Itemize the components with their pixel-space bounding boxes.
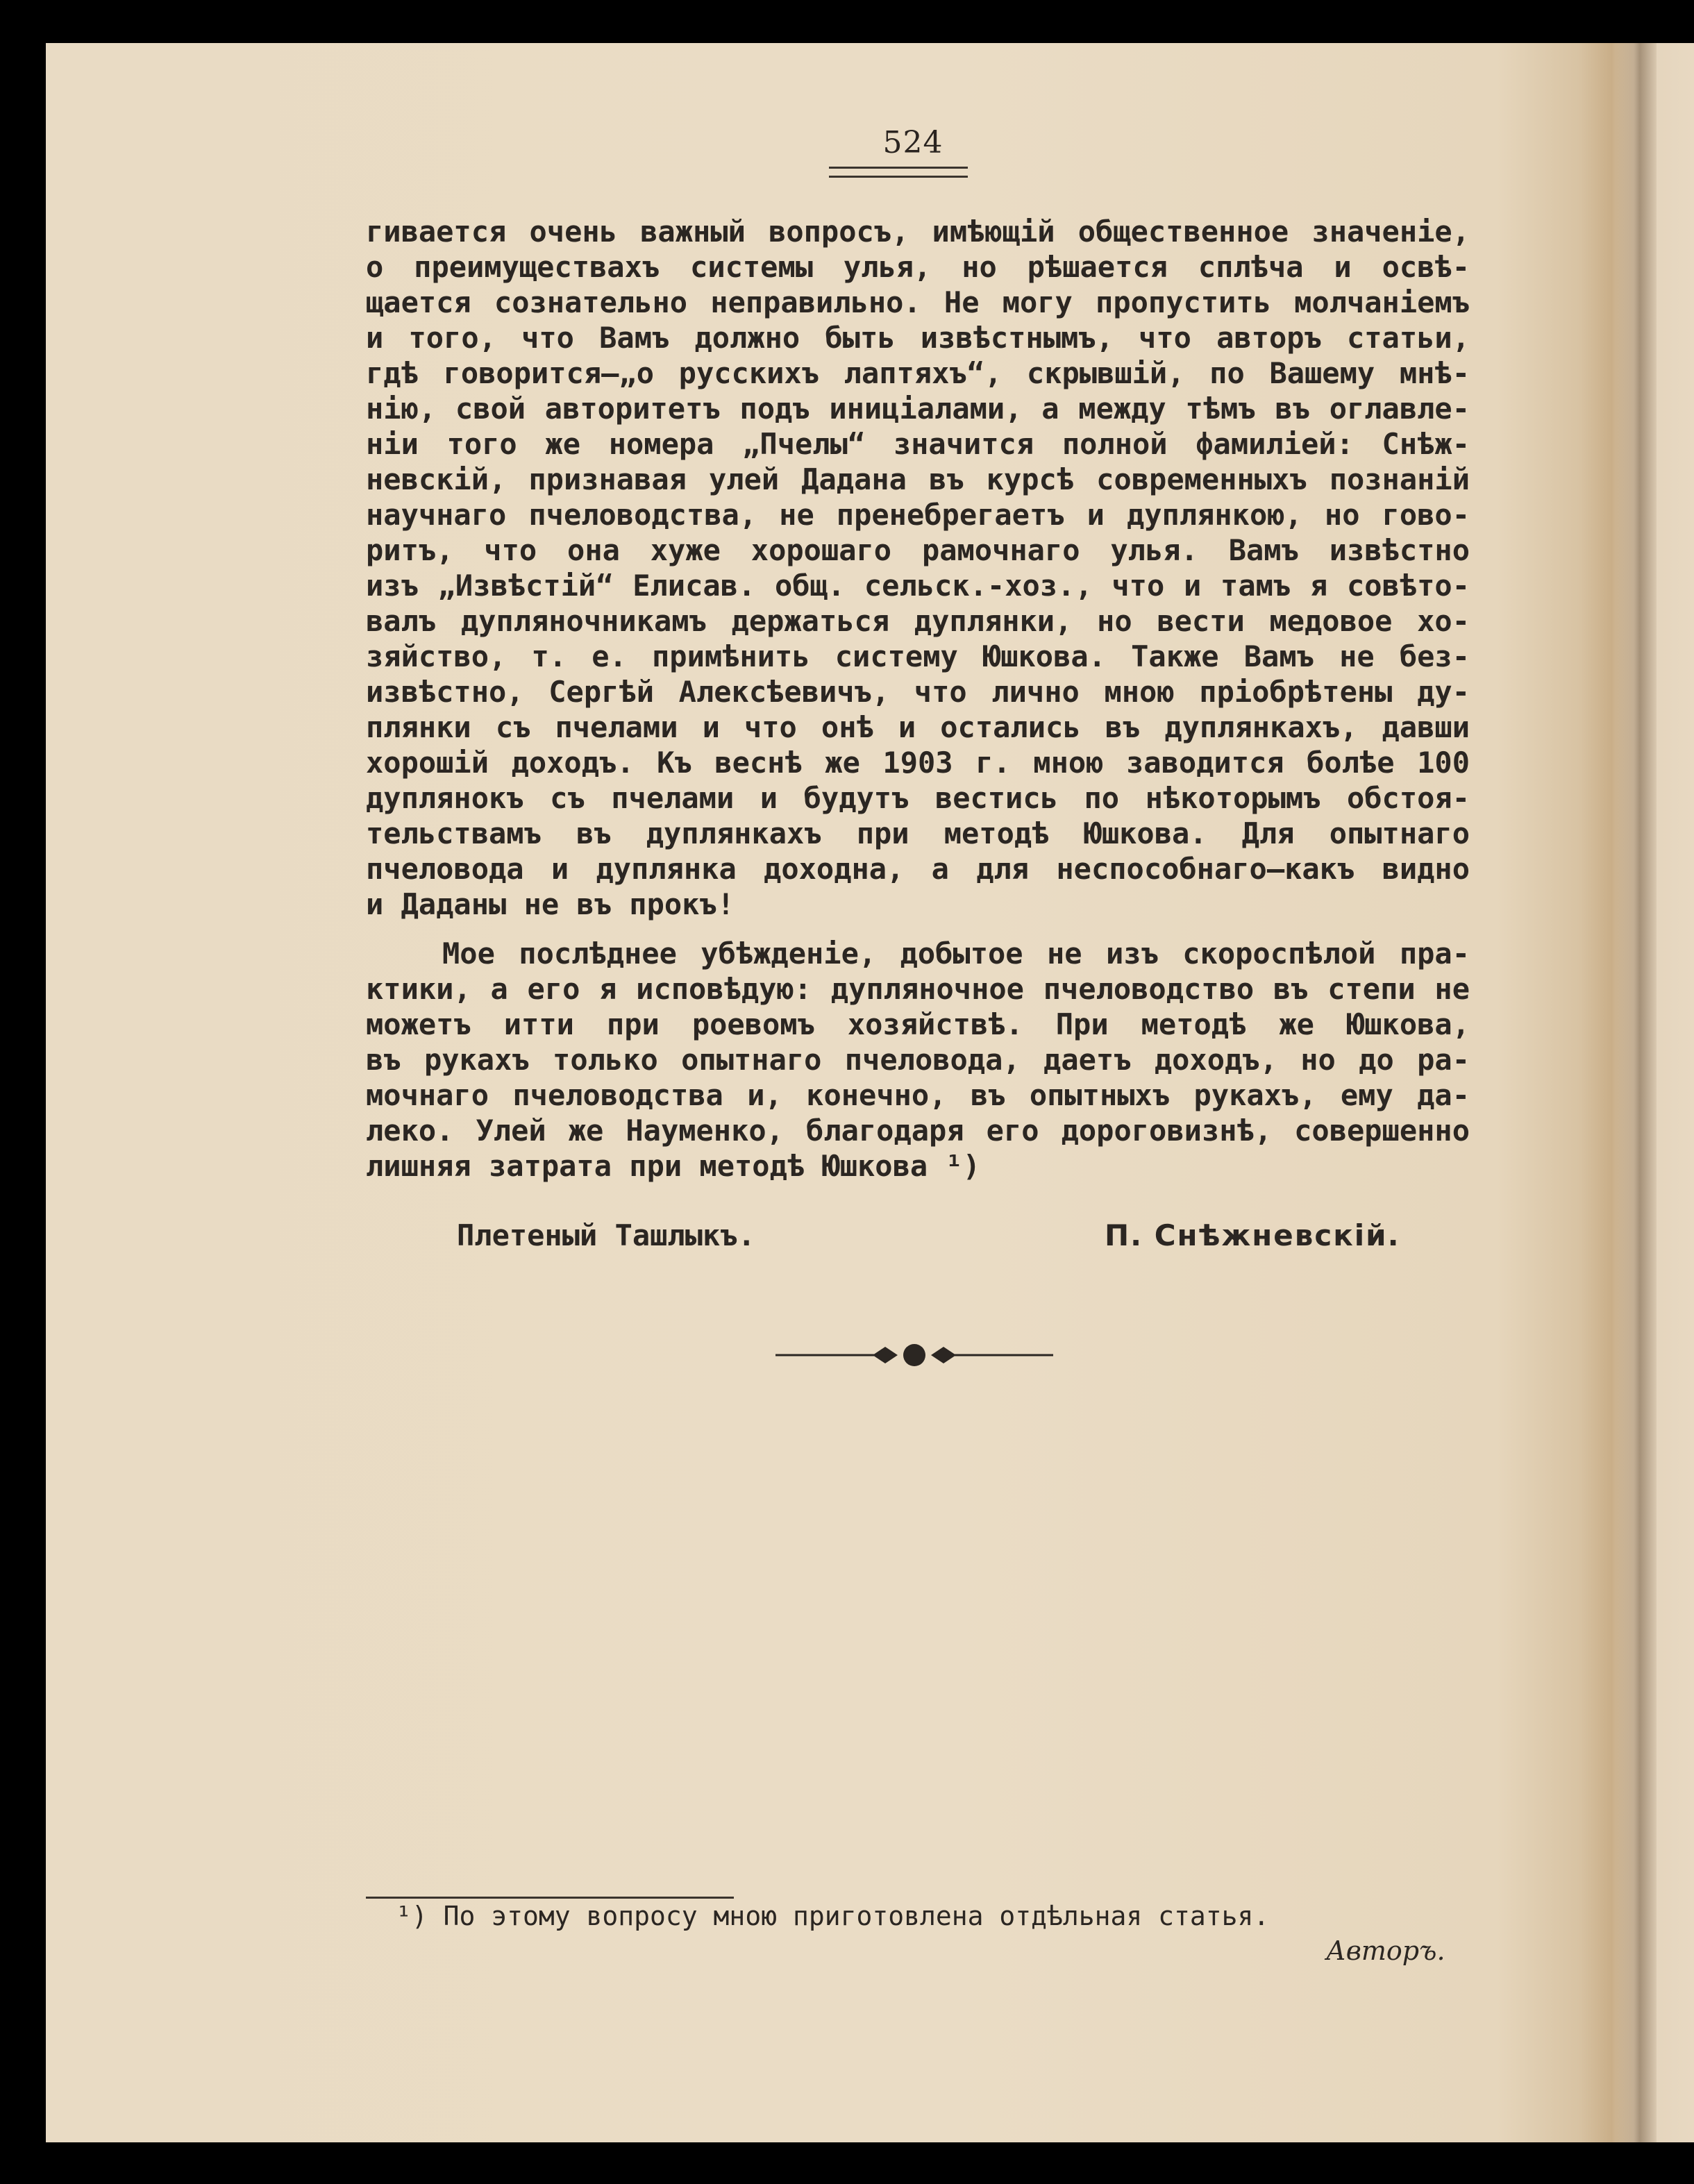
text-line: леко. Улей же Науменко, благодаря его дороговизнѣ, совершенно [366,1114,1470,1148]
text-line: и того, что Вамъ должно быть извѣстнымъ, что авторъ статьи, [366,321,1470,355]
text-line: и Даданы не въ прокъ! [366,887,735,921]
text-line: зяйство, т. е. примѣнить систему Юшкова. Также Вамъ не без- [366,639,1470,673]
author-name: П. Снѣжневскій. [1105,1218,1400,1252]
text-line: гивается очень важный вопросъ, имѣющій общественное значеніе, [366,215,1470,249]
text-line: ктики, а его я исповѣдую: дупляночное пчеловодство въ степи не [366,972,1470,1006]
text-line: гдѣ говорится—„о русскихъ лаптяхъ“, скрывшій, по Вашему мнѣ- [366,356,1470,390]
footnote: ¹) По этому вопросу мною приготовлена отдѣльная статья. [396,1901,1270,1931]
text-line: можетъ итти при роевомъ хозяйствѣ. При методѣ же Юшкова, [366,1007,1470,1041]
text-line: научнаго пчеловодства, не пренебрегаетъ и дуплянкою, но гово- [366,498,1470,532]
text-line: Мое послѣднее убѣжденіе, добытое не изъ скороспѣлой пра- [442,936,1470,971]
page-gutter-shadow [1615,43,1657,2142]
text-line: щается сознательно неправильно. Не могу пропустить молчаніемъ [366,285,1470,319]
paragraph-1 [366,214,1470,922]
paragraph-2 [366,936,1470,1184]
page-number-rule [829,167,968,178]
body-text [366,214,1470,1184]
place-name: Плетеный Ташлыкъ. [457,1218,755,1252]
text-line: хорошій доходъ. Къ веснѣ же 1903 г. мною заводится болѣе 100 [366,746,1470,780]
text-line: лишняя затрата при методѣ Юшкова ¹) [366,1149,981,1183]
text-line: мочнаго пчеловодства и, конечно, въ опытныхъ рукахъ, ему да- [366,1078,1470,1112]
footnote-signature: Авторъ. [1326,1935,1445,1966]
text-line: ритъ, что она хуже хорошаго рамочнаго улья. Вамъ извѣстно [366,533,1470,567]
text-line: нію, свой авторитетъ подъ иниціалами, а между тѣмъ въ оглавле- [366,392,1470,426]
text-line: валъ дупляночникамъ держаться дуплянки, но вести медовое хо- [366,604,1470,638]
page-number: 524 [882,125,944,160]
text-line: въ рукахъ только опытнаго пчеловода, даетъ доходъ, но до ра- [366,1043,1470,1077]
ornament-divider [775,1334,1053,1376]
text-line: тельствамъ въ дуплянкахъ при методѣ Юшкова. Для опытнаго [366,816,1470,850]
text-line: пчеловода и дуплянка доходна, а для неспособнаго—какъ видно [366,852,1470,886]
footnote-rule [366,1897,734,1899]
text-line: извѣстно, Сергѣй Алексѣевичъ, что лично мною пріобрѣтены ду- [366,675,1470,709]
text-line: о преимуществахъ системы улья, но рѣшается сплѣча и освѣ- [366,250,1470,284]
text-line: плянки съ пчелами и что онѣ и остались въ дуплянкахъ, давши [366,710,1470,744]
text-line: изъ „Извѣстій“ Елисав. общ. сельск.-хоз., что и тамъ я совѣто- [366,569,1470,603]
text-line: дуплянокъ съ пчелами и будутъ вестись по нѣкоторымъ обстоя- [366,781,1470,815]
text-line: ніи того же номера „Пчелы“ значится полной фамиліей: Снѣж- [366,427,1470,461]
text-line: невскій, признавая улей Дадана въ курсѣ современныхъ познаній [366,462,1470,496]
